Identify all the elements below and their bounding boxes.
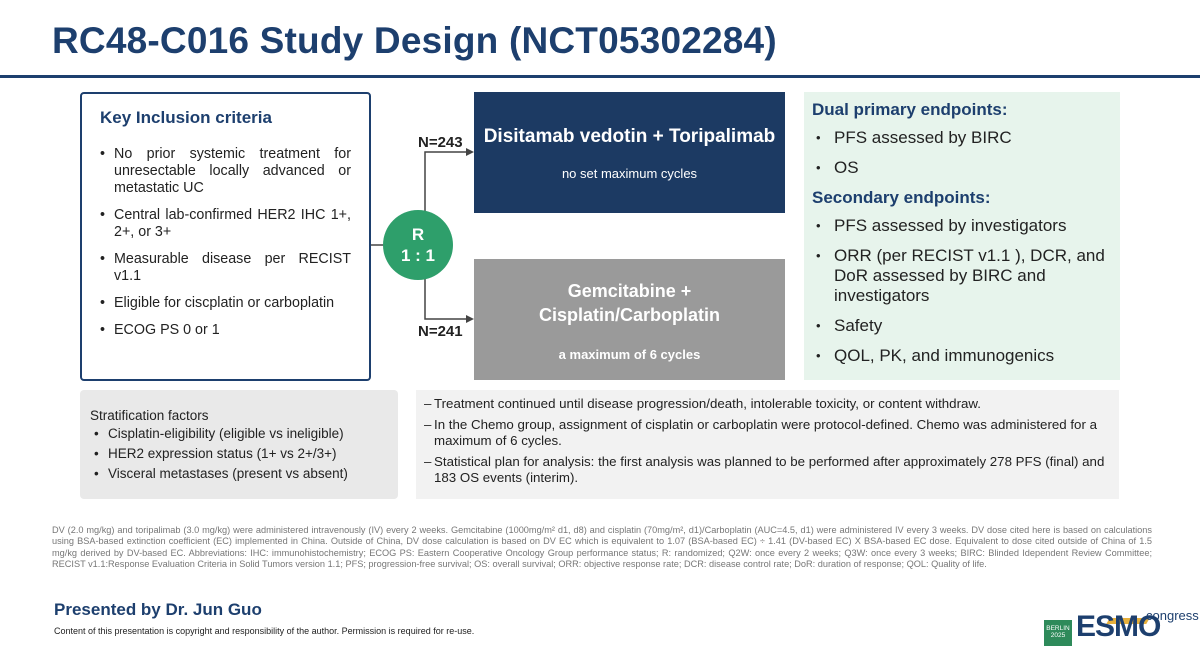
copyright-notice: Content of this presentation is copyright and responsibility of the author. Permission is required for re-use. (54, 626, 475, 636)
notes-box (416, 390, 1119, 499)
secondary-endpoints-list (812, 216, 1112, 366)
arm2-name-line1: Gemcitabine + (567, 281, 692, 301)
secondary-endpoint: • ORR (per RECIST v1.1 ), DCR, and DoR assessed by BIRC and investigators (812, 246, 1112, 306)
primary-endpoint: • PFS assessed by BIRC (812, 128, 1112, 148)
primary-endpoints-heading: Dual primary endpoints: (812, 100, 1008, 119)
note-item: – Treatment continued until disease progression/death, intolerable toxicity, or content withdraw. (424, 396, 1109, 412)
inclusion-item: • No prior systemic treatment for unresectable locally advanced or metastatic UC (100, 146, 351, 197)
arm-experimental-box (474, 92, 785, 213)
note-item: – In the Chemo group, assignment of cisplatin or carboplatin were protocol-defined. Chemo was administered for a maximum of 6 cycles. (424, 417, 1109, 449)
arrow-head-arm1 (466, 148, 474, 156)
inclusion-item: • Eligible for ciscplatin or carboplatin (100, 295, 351, 312)
arm-control-box (474, 259, 785, 380)
primary-endpoints-list (812, 128, 1112, 178)
logo-suffix: congress (1146, 608, 1199, 623)
secondary-endpoint: • Safety (812, 316, 1112, 336)
randomization-circle (383, 210, 453, 280)
endpoints-box (804, 92, 1120, 380)
secondary-endpoint: • QOL, PK, and immunogenics (812, 346, 1112, 366)
primary-endpoint: • OS (812, 158, 1112, 178)
randomization-label: R (411, 225, 425, 244)
stratification-heading: Stratification factors (90, 408, 209, 423)
secondary-endpoint: • PFS assessed by investigators (812, 216, 1112, 236)
inclusion-item: • Measurable disease per RECIST v1.1 (100, 251, 351, 285)
arm1-detail: no set maximum cycles (561, 166, 698, 181)
inclusion-item: • ECOG PS 0 or 1 (100, 322, 351, 339)
arm2-detail: a maximum of 6 cycles (558, 347, 701, 362)
randomization-ratio: 1 : 1 (400, 246, 436, 265)
page-title: RC48-C016 Study Design (NCT05302284) (52, 20, 777, 61)
stratification-item: • Cisplatin-eligibility (eligible vs ineligible) (90, 425, 388, 442)
logo-badge-year: 2025 (1050, 632, 1066, 639)
arm1-n-label: N=243 (418, 134, 463, 151)
inclusion-heading: Key Inclusion criteria (100, 108, 272, 127)
arm2-n-label: N=241 (418, 323, 463, 340)
arm1-name: Disitamab vedotin + Toripalimab (483, 126, 776, 147)
logo-brand: ESMO (1076, 610, 1161, 643)
stratification-item: • HER2 expression status (1+ vs 2+/3+) (90, 445, 388, 462)
notes-list (424, 396, 1109, 486)
logo-badge-city: BERLIN (1046, 625, 1070, 632)
stratification-box (80, 390, 398, 499)
secondary-endpoints-heading: Secondary endpoints: (812, 188, 991, 207)
stratification-item: • Visceral metastases (present vs absent) (90, 465, 388, 482)
arrow-head-arm2 (466, 315, 474, 323)
stratification-list (90, 425, 388, 482)
presenter-credit: Presented by Dr. Jun Guo (54, 600, 262, 619)
note-item: – Statistical plan for analysis: the first analysis was planned to be performed after approximately 278 PFS (final) and 183 OS events (interim). (424, 454, 1109, 486)
arm2-name-line2: Cisplatin/Carboplatin (538, 305, 720, 325)
logo-badge (1044, 620, 1072, 646)
inclusion-item: • Central lab-confirmed HER2 IHC 1+, 2+, or 3+ (100, 207, 351, 241)
footnote: DV (2.0 mg/kg) and toripalimab (3.0 mg/kg) were administered intravenously (IV) every 2 weeks. Gemcitabine (1000mg/m² d1, d8) and cisplatin (70mg/m², d1)/Carboplatin (AUC=4.5, d1) were administered IV every 3 weeks. DV dose cited here is based on calculations using BSA-based extinction coefficient (EC) implemented in China. Outside of China, DV dose calculation is based on DV EC which is equivalent to 1.07 (BSA-based EC) ÷ 1.41 (DV-based EC) X BSA-based EC dose. Equivalent to dose cited outside of China of 1.5 mg/kg derived by DV-based EC. Abbreviations: IHC: immunohistochemistry; ECOG PS: Eastern Cooperative Oncology Group performance status; R: randomized; Q2W: once every 2 weeks; Q3W: once every 3 weeks; BIRC: Blinded Idependent Review Committee; RECIST v1.1:Response Evaluation Criteria in Solid Tumors version 1.1; PFS; progression-free survival; OS: overall survival; ORR: objective response rate; DCR: disease control rate; DoR: duration of response; QOL: Quality of life. (52, 525, 1152, 569)
esmo-congress-logo (1042, 604, 1199, 650)
